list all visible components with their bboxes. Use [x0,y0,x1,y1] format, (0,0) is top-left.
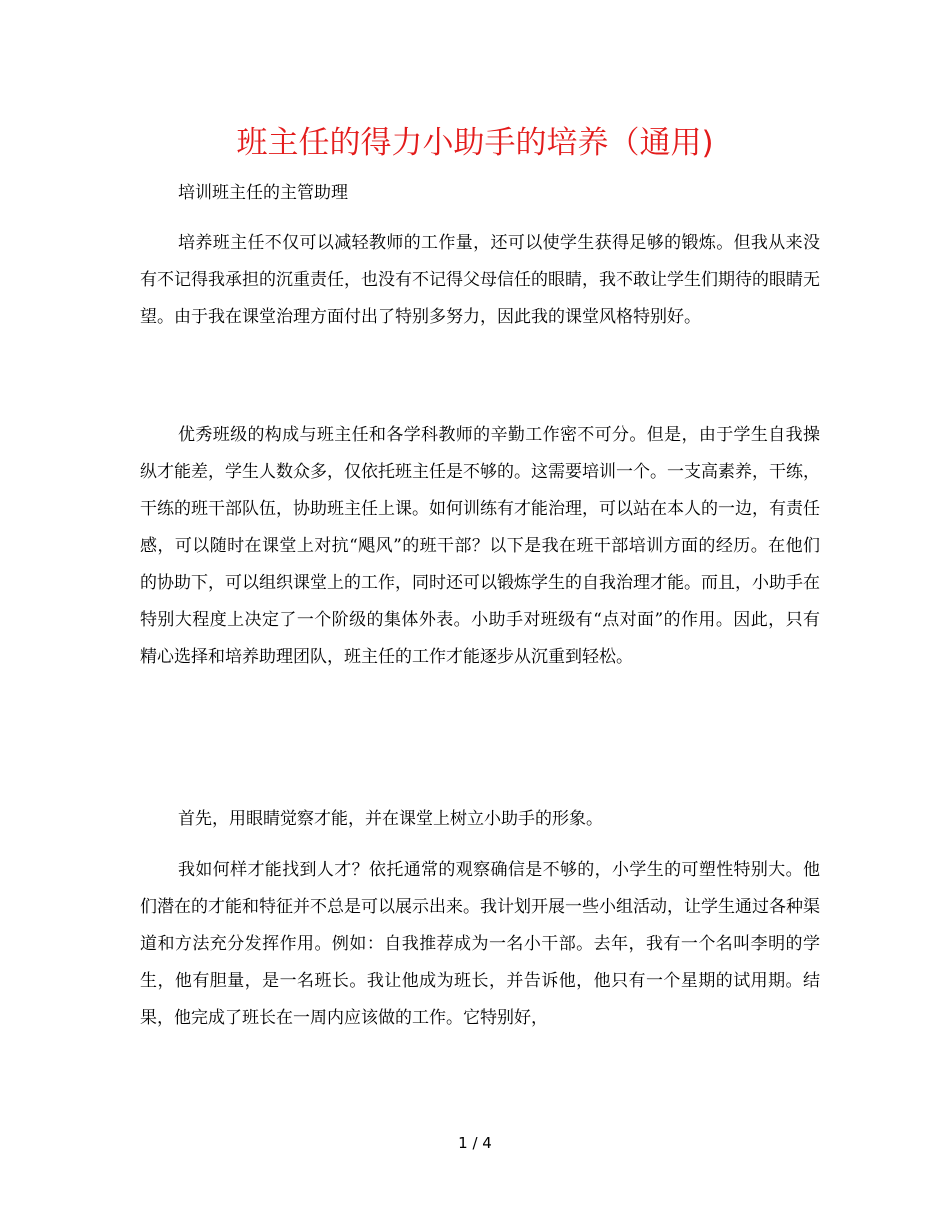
page-indicator: 1 / 4 [458,1134,492,1152]
paragraph: 培养班主任不仅可以减轻教师的工作量，还可以使学生获得足够的锻炼。但我从来没有不记得我承担的沉重责任，也没有不记得父母信任的眼睛，我不敢让学生们期待的眼睛无望。由于我在课堂治理方面付出了特别多努力，因此我的课堂风格特别好。 [140,233,820,327]
paragraph: 首先，用眼睛觉察才能，并在课堂上树立小助手的形象。 [178,809,603,829]
document-subtitle: 培训班主任的主管助理 [178,183,348,203]
paragraph: 优秀班级的构成与班主任和各学科教师的辛勤工作密不可分。但是，由于学生自我操纵才能差，学生人数众多，仅依托班主任是不够的。这需要培训一个。一支高素养，干练，干练的班干部队伍，协助班主任上课。如何训练有才能治理，可以站在本人的一边，有责任感，可以随时在课堂上对抗“飓风”的班干部？以下是我在班干部培训方面的经历。在他们的协助下，可以组织课堂上的工作，同时还可以锻炼学生的自我治理才能。而且，小助手在特别大程度上决定了一个阶级的集体外表。小助手对班级有“点对面”的作用。因此，只有精心选择和培养助理团队，班主任的工作才能逐步从沉重到轻松。 [140,425,820,667]
document-title: 班主任的得力小助手的培养（通用) [236,125,714,161]
paragraph: 我如何样才能找到人才？依托通常的观察确信是不够的，小学生的可塑性特别大。他们潜在的才能和特征并不总是可以展示出来。我计划开展一些小组活动，让学生通过各种渠道和方法充分发挥作用。例如：自我推荐成为一名小干部。去年，我有一个名叫李明的学生，他有胆量，是一名班长。我让他成为班长，并告诉他，他只有一个星期的试用期。结果，他完成了班长在一周内应该做的工作。它特别好， [140,860,820,1028]
